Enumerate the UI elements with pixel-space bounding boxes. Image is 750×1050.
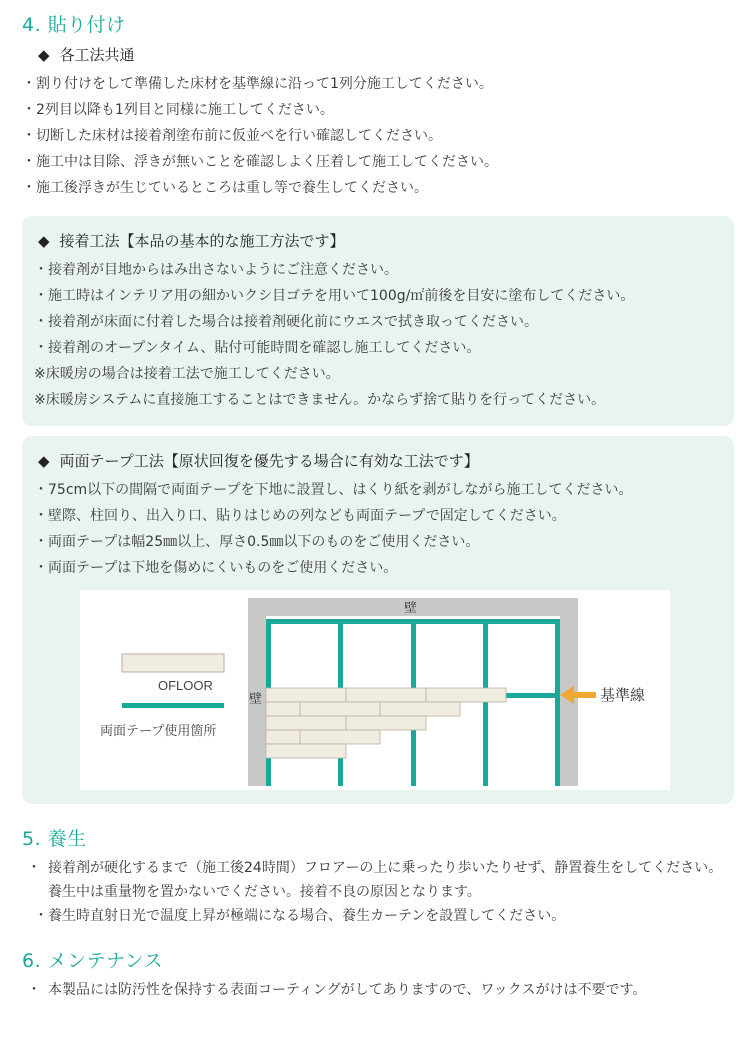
- list-item: ・割り付けをして準備した床材を基準線に沿って1列分施工してください。: [22, 76, 493, 92]
- maintenance-list: [27, 978, 734, 1002]
- diagram-svg: [80, 590, 670, 790]
- list-item: ・両面テープは下地を傷めにくいものをご使用ください。: [34, 560, 398, 576]
- common-list: [22, 71, 742, 201]
- list-item: ・切断した床材は接着剤塗布前に仮並べを行い確認してください。: [22, 128, 442, 144]
- plank: [380, 702, 460, 716]
- wall-left-label: 壁: [249, 692, 263, 707]
- list-item: ・75cm以下の間隔で両面テープを下地に設置し、はくり紙を剥がしながら施工してください。: [34, 482, 633, 498]
- plank: [266, 702, 300, 716]
- tape-layout-diagram: [80, 590, 670, 790]
- plank: [300, 730, 380, 744]
- legend-tape-label: 両面テープ使用箇所: [100, 724, 217, 739]
- list-item: ・施工時はインテリア用の細かいクシ目ゴテを用いて100g/㎡前後を目安に塗布してください。: [34, 288, 635, 304]
- section-6-body: [27, 978, 734, 1002]
- section-4-body: [22, 44, 742, 201]
- plank: [346, 716, 426, 730]
- list-item: ・2列目以降も1列目と同様に施工してください。: [22, 102, 334, 118]
- list-item: ・壁際、柱回り、出入り口、貼りはじめの列なども両面テープで固定してください。: [34, 508, 566, 524]
- diamond-icon: ◆: [38, 46, 50, 64]
- tape-list: [34, 477, 726, 581]
- section-4-title: 4. 貼り付け: [22, 14, 126, 36]
- list-item: ・ 接着剤が硬化するまで（施工後24時間）フロアーの上に乗ったり歩いたりせず、静置養生をしてください。養生中は重量物を置かないでください。接着不良の原因となります。: [27, 860, 723, 900]
- diamond-icon: ◆: [38, 452, 50, 470]
- list-item: ・ 本製品には防汚性を保持する表面コーティングがしてありますので、ワックスがけは不要です。: [27, 982, 647, 998]
- list-item: ・両面テープは幅25㎜以上、厚さ0.5㎜以下のものをご使用ください。: [34, 534, 480, 550]
- section-5-title: 5. 養生: [22, 828, 87, 850]
- note-floor-heating-system: ※床暖房システムに直接施工することはできません。かならず捨て貼りを行ってください。: [34, 392, 606, 408]
- legend-floor-label: OFLOOR: [158, 678, 213, 693]
- baseline-label: 基準線: [600, 686, 646, 704]
- sub-heading-adhesive: ◆ 接着工法【本品の基本的な施工方法です】: [38, 232, 345, 250]
- legend-floor-swatch: [122, 654, 224, 672]
- tape-line-right: [555, 619, 560, 786]
- plank: [266, 688, 346, 702]
- plank: [346, 688, 426, 702]
- plank: [266, 744, 346, 758]
- list-item: ・接着剤のオープンタイム、貼付可能時間を確認し施工してください。: [34, 340, 481, 356]
- plank: [266, 730, 300, 744]
- sub-heading-tape: ◆ 両面テープ工法【原状回復を優先する場合に有効な工法です】: [38, 452, 479, 470]
- list-item: ・施工中は目除、浮きが無いことを確認しよく圧着して施工してください。: [22, 154, 498, 170]
- section-6-title: 6. メンテナンス: [22, 950, 164, 972]
- plank: [300, 702, 380, 716]
- plank: [426, 688, 506, 702]
- diamond-icon: ◆: [38, 232, 50, 250]
- list-item: ・接着剤が目地からはみ出さないようにご注意ください。: [34, 262, 398, 278]
- tape-line-v3: [483, 619, 488, 786]
- section-5-body: [27, 856, 734, 928]
- adhesive-list: [34, 257, 726, 361]
- list-item: ・接着剤が床面に付着した場合は接着剤硬化前にウエスで拭き取ってください。: [34, 314, 538, 330]
- adhesive-method-panel: [22, 216, 734, 426]
- note-floor-heating: ※床暖房の場合は接着工法で施工してください。: [34, 366, 340, 382]
- list-item: ・施工後浮きが生じているところは重し等で養生してください。: [22, 180, 428, 196]
- legend-tape-swatch: [122, 703, 224, 708]
- curing-list: [27, 856, 734, 928]
- sub-heading-common: ◆ 各工法共通: [38, 46, 135, 64]
- wall-top-label: 壁: [404, 601, 418, 616]
- plank: [266, 716, 346, 730]
- list-item: ・養生時直射日光で温度上昇が極端になる場合、養生カーテンを設置してください。: [34, 908, 566, 924]
